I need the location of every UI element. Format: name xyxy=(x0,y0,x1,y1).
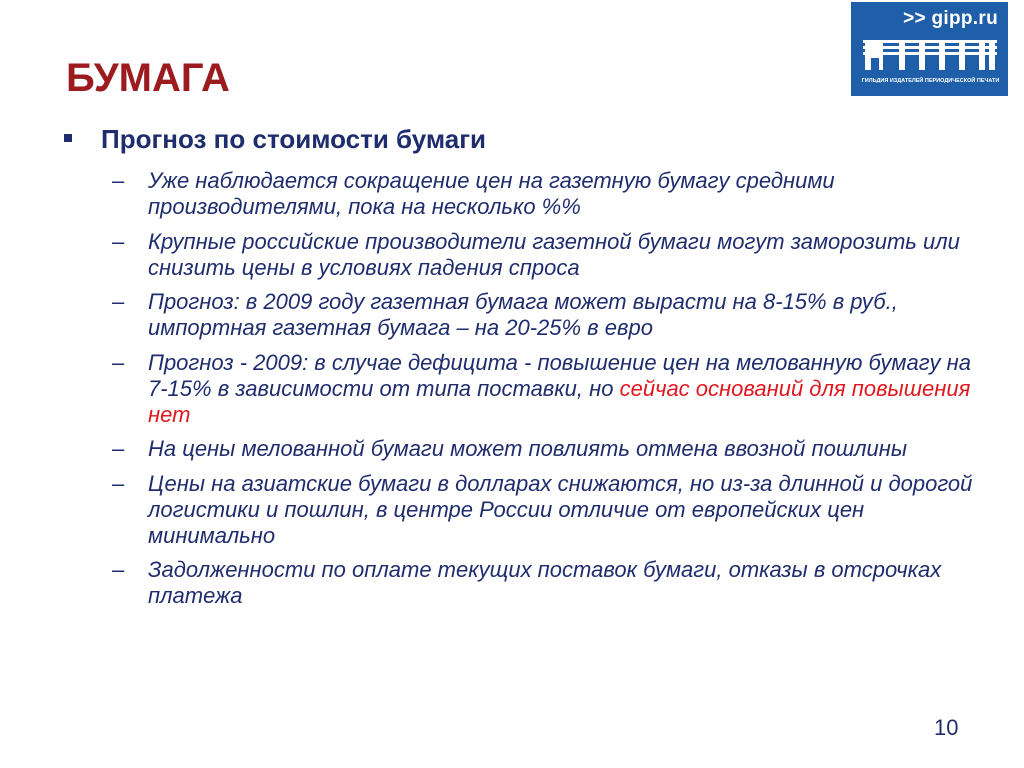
sub-bullet-item xyxy=(112,350,992,428)
sub-bullet-main-text: Задолженности по оплате текущих поставок бумаги, отказы в отсрочках платежа xyxy=(148,557,942,608)
dash-bullet-icon: – xyxy=(112,349,125,375)
main-bullet-heading: Прогноз по стоимости бумаги xyxy=(101,124,487,154)
dash-bullet-icon: – xyxy=(112,168,125,193)
sub-bullet-main-text: На цены мелованной бумаги может повлиять отмена ввозной пошлины xyxy=(148,436,908,461)
sub-bullet-text xyxy=(148,229,992,281)
logo-url: >> gipp.ru xyxy=(903,8,998,29)
sub-bullet-main-text: Прогноз - 2009: в случае дефицита - повышение цен на мелованную бумагу на 7-15% в зависимости от типа поставки, но xyxy=(148,349,972,401)
sub-bullet-list xyxy=(112,168,992,618)
sub-bullet-item xyxy=(112,436,992,462)
dash-bullet-icon: – xyxy=(112,436,125,461)
main-bullet xyxy=(64,124,486,155)
sub-bullet-main-text: Уже наблюдается сокращение цен на газетную бумагу средними производителями, пока на несколько %% xyxy=(148,168,835,219)
sub-bullet-main-text: Крупные российские производители газетной бумаги могут заморозить или снизить цены в условиях падения спроса xyxy=(148,228,960,280)
dash-bullet-icon: – xyxy=(112,289,125,314)
sub-bullet-main-text: Цены на азиатские бумаги в долларах снижаются, но из-за длинной и дорогой логистики и пошлин, в центре России отличие от европейских цен минимально xyxy=(148,470,973,548)
dash-bullet-icon: – xyxy=(112,228,125,254)
slide-title: БУМАГА xyxy=(66,56,230,100)
gipp-logo-mark-icon xyxy=(863,38,997,74)
sub-bullet-item xyxy=(112,471,992,549)
sub-bullet-text xyxy=(148,557,992,609)
sub-bullet-item xyxy=(112,289,992,341)
dash-bullet-icon: – xyxy=(112,557,125,582)
sub-bullet-text xyxy=(148,436,992,462)
gipp-logo xyxy=(851,2,1008,96)
highlighted-text: сейчас оснований для повышения нет xyxy=(148,375,971,427)
page-number: 10 xyxy=(934,715,959,740)
sub-bullet-text xyxy=(148,168,992,220)
logo-caption: ГИЛЬДИЯ ИЗДАТЕЛЕЙ ПЕРИОДИЧЕСКОЙ ПЕЧАТИ xyxy=(861,78,1000,84)
sub-bullet-item xyxy=(112,229,992,281)
sub-bullet-text xyxy=(148,471,992,549)
sub-bullet-main-text: Прогноз: в 2009 году газетная бумага может вырасти на 8-15% в руб., импортная газетная бумага – на 20-25% в евро xyxy=(148,289,898,340)
sub-bullet-text xyxy=(148,289,992,341)
sub-bullet-item xyxy=(112,557,992,609)
sub-bullet-item xyxy=(112,168,992,220)
dash-bullet-icon: – xyxy=(112,470,125,496)
sub-bullet-text xyxy=(148,350,992,428)
square-bullet-icon xyxy=(64,134,72,142)
